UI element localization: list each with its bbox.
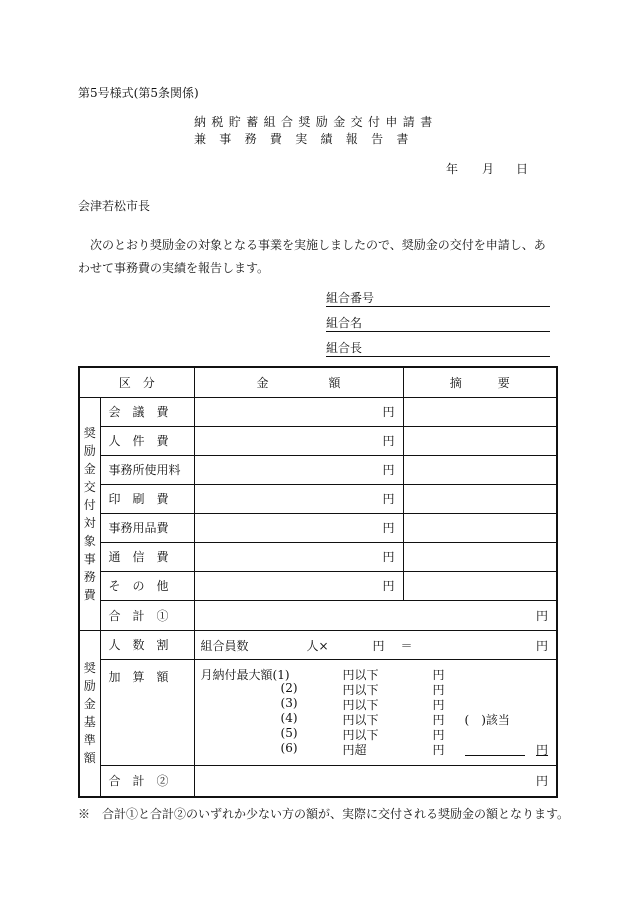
per-capita-label: 人 数 割 [100,630,194,659]
expense-summary-field[interactable] [403,426,557,455]
tier-number: (3) [280,695,298,710]
section-label-char: 付 [83,497,96,512]
condition-label: 円以下 [342,682,379,697]
tier-number: (6) [280,740,298,755]
max-monthly-payment-label: 月納付最大額(1) [200,667,290,682]
expense-amount-field[interactable] [194,455,403,484]
section2-label [79,630,100,797]
expense-summary-field[interactable] [403,571,557,600]
section-label-char: 基 [83,715,96,730]
yen-unit: 円 [432,697,445,712]
footnote: ※ 合計①と合計②のいずれか少ない方の額が、実際に交付される奨励金の額となります。 [78,807,570,821]
header-summary: 摘 要 [403,367,557,397]
equals-sign: ＝ [400,639,413,653]
expense-item-label: 会 議 費 [100,397,194,426]
section-label-char: 費 [83,587,96,602]
yen-unit: 円 [536,742,549,757]
condition-label: 円以下 [342,697,379,712]
section-label-char: 金 [83,461,96,476]
expense-amount-field[interactable] [194,484,403,513]
yen-unit: 円 [536,608,549,623]
association-head-field[interactable] [326,341,550,357]
yen-unit: 円 [432,712,445,727]
section-label-char: 励 [83,443,96,458]
form-number: 第5号様式(第5条関係) [78,86,199,100]
section1-label [79,397,100,630]
expense-item-label: 事務所使用料 [100,455,194,484]
total2-amount-field[interactable] [194,765,557,797]
section-label-char: 務 [83,569,96,584]
addition-amount-line[interactable] [465,741,525,756]
section-label-char: 象 [83,533,96,548]
yen-label: 円 [372,639,385,653]
expense-item-label: 人 件 費 [100,426,194,455]
body-text: 次のとおり奨励金の対象となる事業を実施しましたので、奨励金の交付を申請し、あわせて事務費の実績を報告します。 [78,238,546,275]
condition-label: 円以下 [342,712,379,727]
yen-unit: 円 [382,521,395,535]
expense-item-label: 印 刷 費 [100,484,194,513]
yen-unit: 円 [382,434,395,448]
yen-unit: 円 [432,682,445,697]
date-year: 年 [446,162,459,176]
expense-item-label: 事務用品費 [100,513,194,542]
tier-number: (4) [280,710,298,725]
expense-item-label: そ の 他 [100,571,194,600]
yen-unit: 円 [432,667,445,682]
application-table [78,366,558,798]
addition-label: 加 算 額 [100,659,194,765]
addition-calculation[interactable] [194,659,557,765]
expense-amount-field[interactable] [194,542,403,571]
section-label-char: 金 [83,697,96,712]
date-day: 日 [516,162,529,176]
section-label-char: 奨 [83,425,96,440]
condition-label: 円超 [342,742,367,757]
association-number-label: 組合番号 [326,291,375,305]
yen-unit: 円 [432,742,445,757]
yen-unit: 円 [382,579,395,593]
association-name-label: 組合名 [326,316,363,330]
header-amount: 金 額 [194,367,403,397]
expense-amount-field[interactable] [194,513,403,542]
date-month: 月 [482,162,495,176]
yen-unit: 円 [382,405,395,419]
total1-amount-field[interactable] [194,600,557,630]
yen-unit: 円 [382,550,395,564]
yen-unit: 円 [382,492,395,506]
section-label-char: 事 [83,551,96,566]
condition-label: 円以下 [342,727,379,742]
expense-summary-field[interactable] [403,455,557,484]
section-label-char: 奨 [83,661,96,676]
association-number-field[interactable] [326,291,550,307]
section-label-char: 額 [83,751,96,766]
persons-times-label: 人× [306,639,329,653]
section-label-char: 励 [83,679,96,694]
expense-amount-field[interactable] [194,397,403,426]
expense-summary-field[interactable] [403,484,557,513]
tier-number: (2) [280,680,298,695]
expense-summary-field[interactable] [403,513,557,542]
section-label-char: 交 [83,479,96,494]
expense-item-label: 通 信 費 [100,542,194,571]
applicable-label: ( )該当 [464,712,510,727]
expense-amount-field[interactable] [194,571,403,600]
association-head-label: 組合長 [326,341,363,355]
total2-label: 合 計 ② [100,765,194,797]
tier-number: (5) [280,725,298,740]
yen-unit: 円 [536,774,549,789]
condition-label: 円以下 [342,667,379,682]
per-capita-calculation[interactable] [194,630,557,659]
member-count-label: 組合員数 [200,639,249,653]
association-name-field[interactable] [326,316,550,332]
expense-amount-field[interactable] [194,426,403,455]
section-label-char: 準 [83,733,96,748]
expense-summary-field[interactable] [403,397,557,426]
document-subtitle: 兼事務費実績報告書 [194,132,422,146]
yen-unit: 円 [382,463,395,477]
addressee: 会津若松市長 [78,199,151,213]
document-title: 納税貯蓄組合奨励金交付申請書 [194,115,438,129]
total1-label: 合 計 ① [100,600,194,630]
section-label-char: 対 [83,515,96,530]
yen-unit: 円 [432,727,445,742]
header-category: 区 分 [79,367,194,397]
yen-unit: 円 [536,639,549,653]
expense-summary-field[interactable] [403,542,557,571]
